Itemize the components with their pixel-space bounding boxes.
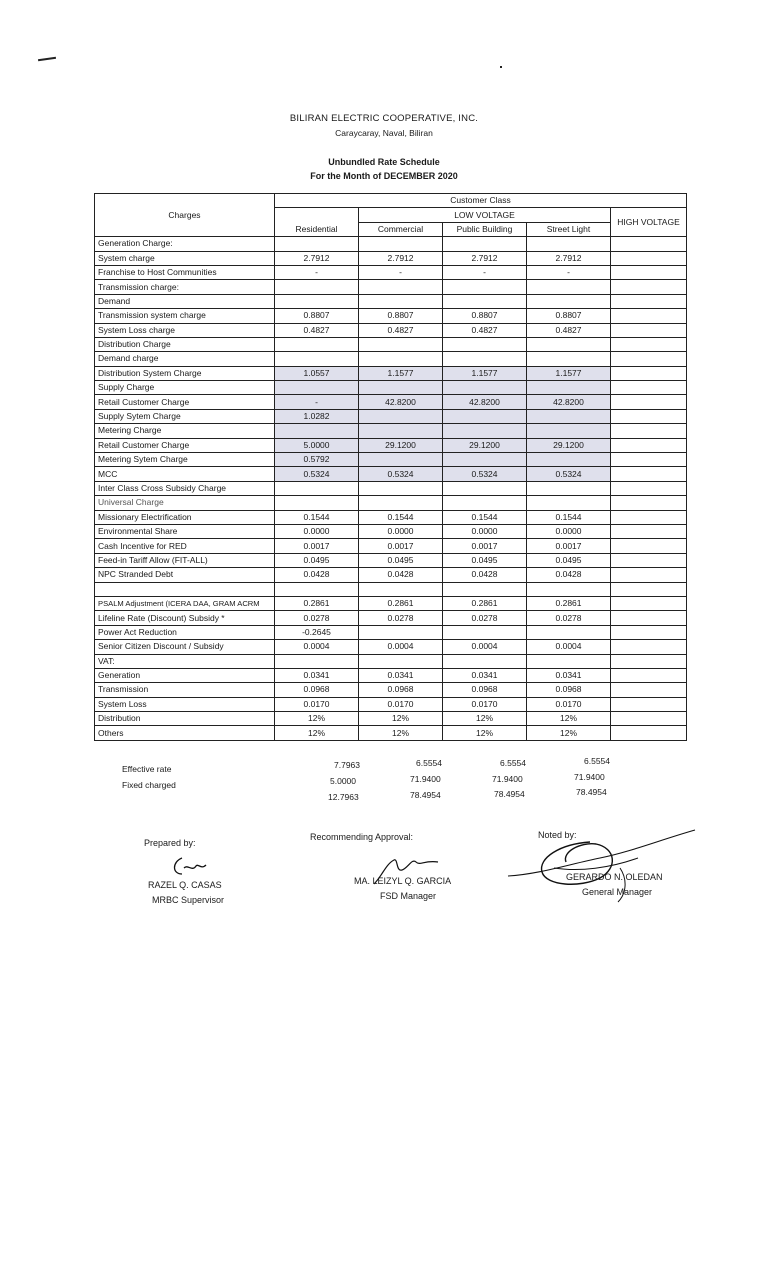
table-row: [95, 668, 687, 682]
rate-table-body: [95, 237, 687, 741]
rate-cell: [443, 352, 527, 366]
table-row: [95, 409, 687, 423]
rate-cell: 0.0170: [359, 697, 443, 711]
charge-label: Missionary Electrification: [95, 510, 275, 524]
rate-cell: [275, 337, 359, 351]
charge-label: NPC Stranded Debt: [95, 568, 275, 582]
rate-cell: -: [443, 265, 527, 279]
table-row: [95, 280, 687, 294]
charge-label: [95, 582, 275, 596]
rate-cell: [443, 654, 527, 668]
column-header-public-building: Public Building: [443, 222, 527, 236]
table-row: [95, 640, 687, 654]
rate-cell: 12%: [527, 712, 611, 726]
high-voltage-cell: [611, 381, 687, 395]
rate-cell: 12%: [359, 712, 443, 726]
rate-cell: [359, 237, 443, 251]
table-row: [95, 481, 687, 495]
organization-address: Caraycaray, Naval, Biliran: [335, 128, 433, 138]
charge-label: Others: [95, 726, 275, 740]
charge-label: PSALM Adjustment (ICERA DAA, GRAM ACRM: [95, 596, 275, 610]
high-voltage-cell: [611, 237, 687, 251]
rate-cell: [275, 280, 359, 294]
table-row: [95, 323, 687, 337]
rate-cell: 42.8200: [359, 395, 443, 409]
table-row: [95, 683, 687, 697]
rate-cell: 0.4827: [275, 323, 359, 337]
charge-label: VAT:: [95, 654, 275, 668]
rate-cell: 2.7912: [443, 251, 527, 265]
high-voltage-cell: [611, 539, 687, 553]
recommending-approval-name: MA. LEIZYL Q. GARCIA: [354, 876, 452, 886]
rate-cell: [275, 496, 359, 510]
charge-label: Universal Charge: [95, 496, 275, 510]
high-voltage-cell: [611, 640, 687, 654]
charge-label: Cash Incentive for RED: [95, 539, 275, 553]
prepared-by-label: Prepared by:: [144, 838, 196, 848]
charge-label: Generation Charge:: [95, 237, 275, 251]
rate-cell: 0.2861: [359, 596, 443, 610]
table-row: [95, 553, 687, 567]
table-row: [95, 366, 687, 380]
rate-cell: 0.0278: [527, 611, 611, 625]
high-voltage-header: HIGH VOLTAGE: [611, 208, 687, 237]
high-voltage-cell: [611, 453, 687, 467]
rate-cell: 1.1577: [527, 366, 611, 380]
charge-label: Franchise to Host Communities: [95, 265, 275, 279]
rate-cell: 42.8200: [443, 395, 527, 409]
rate-cell: -: [275, 395, 359, 409]
table-row: [95, 251, 687, 265]
charge-label: System charge: [95, 251, 275, 265]
rate-cell: 0.0170: [527, 697, 611, 711]
rate-cell: [443, 582, 527, 596]
charge-label: Environmental Share: [95, 524, 275, 538]
rate-cell: 0.1544: [275, 510, 359, 524]
rate-cell: 0.0428: [359, 568, 443, 582]
charge-label: Inter Class Cross Subsidy Charge: [95, 481, 275, 495]
rate-cell: 0.4827: [443, 323, 527, 337]
scan-mark: [38, 57, 56, 61]
rate-cell: [275, 424, 359, 438]
rate-cell: 0.0000: [275, 524, 359, 538]
rate-cell: [359, 625, 443, 639]
rate-cell: [359, 381, 443, 395]
prepared-by-title: MRBC Supervisor: [152, 895, 225, 905]
rate-cell: 0.0495: [275, 553, 359, 567]
organization-name: BILIRAN ELECTRIC COOPERATIVE, INC.: [289, 113, 479, 124]
rate-cell: [527, 496, 611, 510]
rate-cell: [443, 237, 527, 251]
high-voltage-cell: [611, 524, 687, 538]
rate-cell: 2.7912: [359, 251, 443, 265]
rate-cell: [443, 424, 527, 438]
high-voltage-cell: [611, 654, 687, 668]
rate-cell: [527, 352, 611, 366]
high-voltage-cell: [611, 424, 687, 438]
rate-cell: 0.0278: [275, 611, 359, 625]
rate-cell: [527, 481, 611, 495]
table-row: [95, 712, 687, 726]
rate-cell: 0.1544: [359, 510, 443, 524]
high-voltage-cell: [611, 366, 687, 380]
high-voltage-cell: [611, 625, 687, 639]
rate-cell: 0.0004: [359, 640, 443, 654]
rate-cell: 1.1577: [443, 366, 527, 380]
rate-cell: 29.1200: [527, 438, 611, 452]
high-voltage-cell: [611, 611, 687, 625]
rate-cell: [275, 481, 359, 495]
column-header-residential: Residential: [275, 208, 359, 237]
rate-schedule-table: [94, 193, 687, 741]
charge-label: Metering Charge: [95, 424, 275, 438]
rate-cell: 0.8807: [443, 309, 527, 323]
rate-cell: 0.0004: [443, 640, 527, 654]
high-voltage-cell: [611, 726, 687, 740]
document-subtitle: For the Month of DECEMBER 2020: [310, 171, 458, 181]
rate-cell: 0.0170: [275, 697, 359, 711]
rate-cell: 0.0341: [275, 668, 359, 682]
charge-label: Retail Customer Charge: [95, 395, 275, 409]
rate-cell: 0.4827: [359, 323, 443, 337]
rate-cell: [443, 481, 527, 495]
rate-cell: 0.0968: [275, 683, 359, 697]
noted-by-title: General Manager: [582, 887, 653, 897]
rate-cell: 2.7912: [275, 251, 359, 265]
rate-cell: 12%: [275, 726, 359, 740]
rate-cell: [527, 337, 611, 351]
table-row: [95, 625, 687, 639]
table-row: [95, 395, 687, 409]
rate-cell: [359, 294, 443, 308]
charge-label: Retail Customer Charge: [95, 438, 275, 452]
rate-cell: [275, 294, 359, 308]
table-row: [95, 352, 687, 366]
high-voltage-cell: [611, 280, 687, 294]
effective-rate-residential: 7.7963: [334, 760, 360, 770]
table-row: [95, 381, 687, 395]
charge-label: Metering Sytem Charge: [95, 453, 275, 467]
rate-cell: [359, 496, 443, 510]
charge-label: Demand charge: [95, 352, 275, 366]
rate-cell: 0.0017: [527, 539, 611, 553]
rate-cell: 2.7912: [527, 251, 611, 265]
rate-cell: 0.0495: [359, 553, 443, 567]
rate-cell: 0.0017: [443, 539, 527, 553]
table-row: [95, 424, 687, 438]
rate-cell: -0.2645: [275, 625, 359, 639]
rate-cell: [527, 280, 611, 294]
rate-cell: 0.0278: [359, 611, 443, 625]
high-voltage-cell: [611, 582, 687, 596]
table-row: [95, 726, 687, 740]
high-voltage-cell: [611, 438, 687, 452]
low-voltage-header: LOW VOLTAGE: [359, 208, 611, 222]
high-voltage-cell: [611, 323, 687, 337]
charge-label: Distribution System Charge: [95, 366, 275, 380]
effective-rate-public-building: 6.5554: [500, 758, 526, 768]
charge-label: System Loss charge: [95, 323, 275, 337]
rate-cell: 0.0341: [443, 668, 527, 682]
rate-cell: 0.5792: [275, 453, 359, 467]
rate-cell: [359, 424, 443, 438]
rate-cell: 0.0968: [443, 683, 527, 697]
rate-cell: 1.0557: [275, 366, 359, 380]
rate-cell: [275, 237, 359, 251]
rate-cell: 0.8807: [527, 309, 611, 323]
rate-cell: 42.8200: [527, 395, 611, 409]
rate-cell: 0.0000: [527, 524, 611, 538]
customer-class-header: Customer Class: [275, 194, 687, 208]
rate-cell: 0.1544: [527, 510, 611, 524]
rate-cell: [359, 352, 443, 366]
rate-cell: [359, 409, 443, 423]
table-row: [95, 237, 687, 251]
table-row: [95, 524, 687, 538]
effective-rate-street-light: 6.5554: [584, 756, 610, 766]
rate-cell: [443, 337, 527, 351]
table-row: [95, 596, 687, 610]
rate-cell: 0.0495: [443, 553, 527, 567]
fixed-charged-commercial: 71.9400: [410, 774, 441, 784]
rate-cell: [275, 352, 359, 366]
charge-label: Transmission system charge: [95, 309, 275, 323]
rate-cell: [443, 453, 527, 467]
table-row: [95, 467, 687, 481]
rate-cell: 5.0000: [275, 438, 359, 452]
effective-rate-label: Effective rate: [122, 764, 172, 774]
high-voltage-cell: [611, 294, 687, 308]
rate-cell: 0.0278: [443, 611, 527, 625]
rate-cell: [527, 453, 611, 467]
table-row: [95, 309, 687, 323]
rate-cell: [527, 582, 611, 596]
fixed-charged-street-light: 71.9400: [574, 772, 605, 782]
rate-cell: 29.1200: [443, 438, 527, 452]
charge-label: Senior Citizen Discount / Subsidy: [95, 640, 275, 654]
high-voltage-cell: [611, 309, 687, 323]
rate-cell: 1.0282: [275, 409, 359, 423]
rate-cell: 0.0004: [275, 640, 359, 654]
table-row: [95, 582, 687, 596]
rate-cell: 0.0341: [527, 668, 611, 682]
rate-cell: 1.1577: [359, 366, 443, 380]
high-voltage-cell: [611, 251, 687, 265]
charge-label: Lifeline Rate (Discount) Subsidy *: [95, 611, 275, 625]
rate-cell: -: [275, 265, 359, 279]
high-voltage-cell: [611, 337, 687, 351]
high-voltage-cell: [611, 265, 687, 279]
rate-cell: 0.0428: [527, 568, 611, 582]
rate-cell: 0.2861: [443, 596, 527, 610]
rate-cell: [359, 453, 443, 467]
high-voltage-cell: [611, 568, 687, 582]
high-voltage-cell: [611, 510, 687, 524]
table-row: [95, 510, 687, 524]
charges-header: Charges: [95, 194, 275, 237]
high-voltage-cell: [611, 496, 687, 510]
rate-cell: -: [527, 265, 611, 279]
rate-cell: 0.0170: [443, 697, 527, 711]
rate-cell: [527, 625, 611, 639]
rate-cell: 0.2861: [275, 596, 359, 610]
rate-cell: [359, 582, 443, 596]
table-row: [95, 568, 687, 582]
high-voltage-cell: [611, 481, 687, 495]
rate-cell: [359, 481, 443, 495]
sum-public-building: 78.4954: [494, 789, 525, 799]
charge-label: Transmission charge:: [95, 280, 275, 294]
column-header-commercial: Commercial: [359, 222, 443, 236]
high-voltage-cell: [611, 596, 687, 610]
rate-cell: [527, 409, 611, 423]
noted-by-name: GERARDO N. OLEDAN: [566, 872, 663, 882]
table-row: [95, 453, 687, 467]
rate-cell: 0.0000: [443, 524, 527, 538]
noted-by-label: Noted by:: [538, 830, 577, 840]
table-row: [95, 654, 687, 668]
high-voltage-cell: [611, 395, 687, 409]
table-row: [95, 265, 687, 279]
rate-cell: -: [359, 265, 443, 279]
high-voltage-cell: [611, 553, 687, 567]
rate-cell: 0.0428: [275, 568, 359, 582]
rate-cell: 12%: [527, 726, 611, 740]
rate-cell: 0.0017: [359, 539, 443, 553]
rate-cell: [443, 409, 527, 423]
rate-cell: [275, 381, 359, 395]
fixed-charged-residential: 5.0000: [330, 776, 356, 786]
rate-cell: [527, 294, 611, 308]
rate-cell: 0.0004: [527, 640, 611, 654]
document-title: Unbundled Rate Schedule: [328, 157, 440, 167]
rate-cell: 12%: [359, 726, 443, 740]
rate-cell: [359, 337, 443, 351]
charge-label: Supply Sytem Charge: [95, 409, 275, 423]
rate-cell: [443, 625, 527, 639]
rate-cell: [275, 582, 359, 596]
charge-label: MCC: [95, 467, 275, 481]
sum-residential: 12.7963: [328, 792, 359, 802]
recommending-approval-title: FSD Manager: [380, 891, 437, 901]
table-row: [95, 438, 687, 452]
charge-label: Supply Charge: [95, 381, 275, 395]
rate-cell: 12%: [275, 712, 359, 726]
rate-cell: 0.5324: [359, 467, 443, 481]
rate-cell: [527, 381, 611, 395]
prepared-by-name: RAZEL Q. CASAS: [148, 880, 222, 890]
charge-label: Distribution Charge: [95, 337, 275, 351]
rate-cell: [443, 294, 527, 308]
rate-cell: [527, 237, 611, 251]
rate-cell: 0.2861: [527, 596, 611, 610]
rate-cell: 0.0428: [443, 568, 527, 582]
rate-cell: [527, 654, 611, 668]
table-row: [95, 496, 687, 510]
rate-cell: 0.4827: [527, 323, 611, 337]
charge-label: Feed-in Tariff Allow (FIT-ALL): [95, 553, 275, 567]
rate-cell: [443, 280, 527, 294]
charge-label: Generation: [95, 668, 275, 682]
table-row: [95, 697, 687, 711]
rate-cell: 0.0017: [275, 539, 359, 553]
column-header-street-light: Street Light: [527, 222, 611, 236]
charge-label: Distribution: [95, 712, 275, 726]
charge-label: Power Act Reduction: [95, 625, 275, 639]
charge-label: Demand: [95, 294, 275, 308]
rate-cell: [527, 424, 611, 438]
charge-label: Transmission: [95, 683, 275, 697]
effective-rate-commercial: 6.5554: [416, 758, 442, 768]
rate-cell: [443, 496, 527, 510]
table-row: [95, 539, 687, 553]
sum-commercial: 78.4954: [410, 790, 441, 800]
rate-cell: 29.1200: [359, 438, 443, 452]
fixed-charged-label: Fixed charged: [122, 780, 176, 790]
charge-label: System Loss: [95, 697, 275, 711]
rate-cell: 0.0341: [359, 668, 443, 682]
sum-street-light: 78.4954: [576, 787, 607, 797]
rate-cell: 12%: [443, 726, 527, 740]
rate-cell: [359, 280, 443, 294]
rate-cell: 0.0968: [527, 683, 611, 697]
table-row: [95, 611, 687, 625]
rate-cell: [275, 654, 359, 668]
high-voltage-cell: [611, 409, 687, 423]
high-voltage-cell: [611, 467, 687, 481]
rate-cell: 12%: [443, 712, 527, 726]
table-row: [95, 337, 687, 351]
high-voltage-cell: [611, 352, 687, 366]
rate-cell: 0.1544: [443, 510, 527, 524]
recommending-approval-label: Recommending Approval:: [310, 832, 414, 842]
rate-cell: 0.8807: [275, 309, 359, 323]
table-row: [95, 294, 687, 308]
rate-cell: 0.5324: [275, 467, 359, 481]
rate-cell: [359, 654, 443, 668]
rate-cell: 0.8807: [359, 309, 443, 323]
rate-cell: 0.0000: [359, 524, 443, 538]
high-voltage-cell: [611, 712, 687, 726]
fixed-charged-public-building: 71.9400: [492, 774, 523, 784]
rate-cell: 0.0968: [359, 683, 443, 697]
high-voltage-cell: [611, 668, 687, 682]
high-voltage-cell: [611, 697, 687, 711]
rate-cell: 0.5324: [443, 467, 527, 481]
rate-cell: 0.0495: [527, 553, 611, 567]
rate-cell: 0.5324: [527, 467, 611, 481]
scan-dot: [500, 66, 502, 68]
high-voltage-cell: [611, 683, 687, 697]
prepared-signature: [168, 854, 228, 880]
rate-cell: [443, 381, 527, 395]
